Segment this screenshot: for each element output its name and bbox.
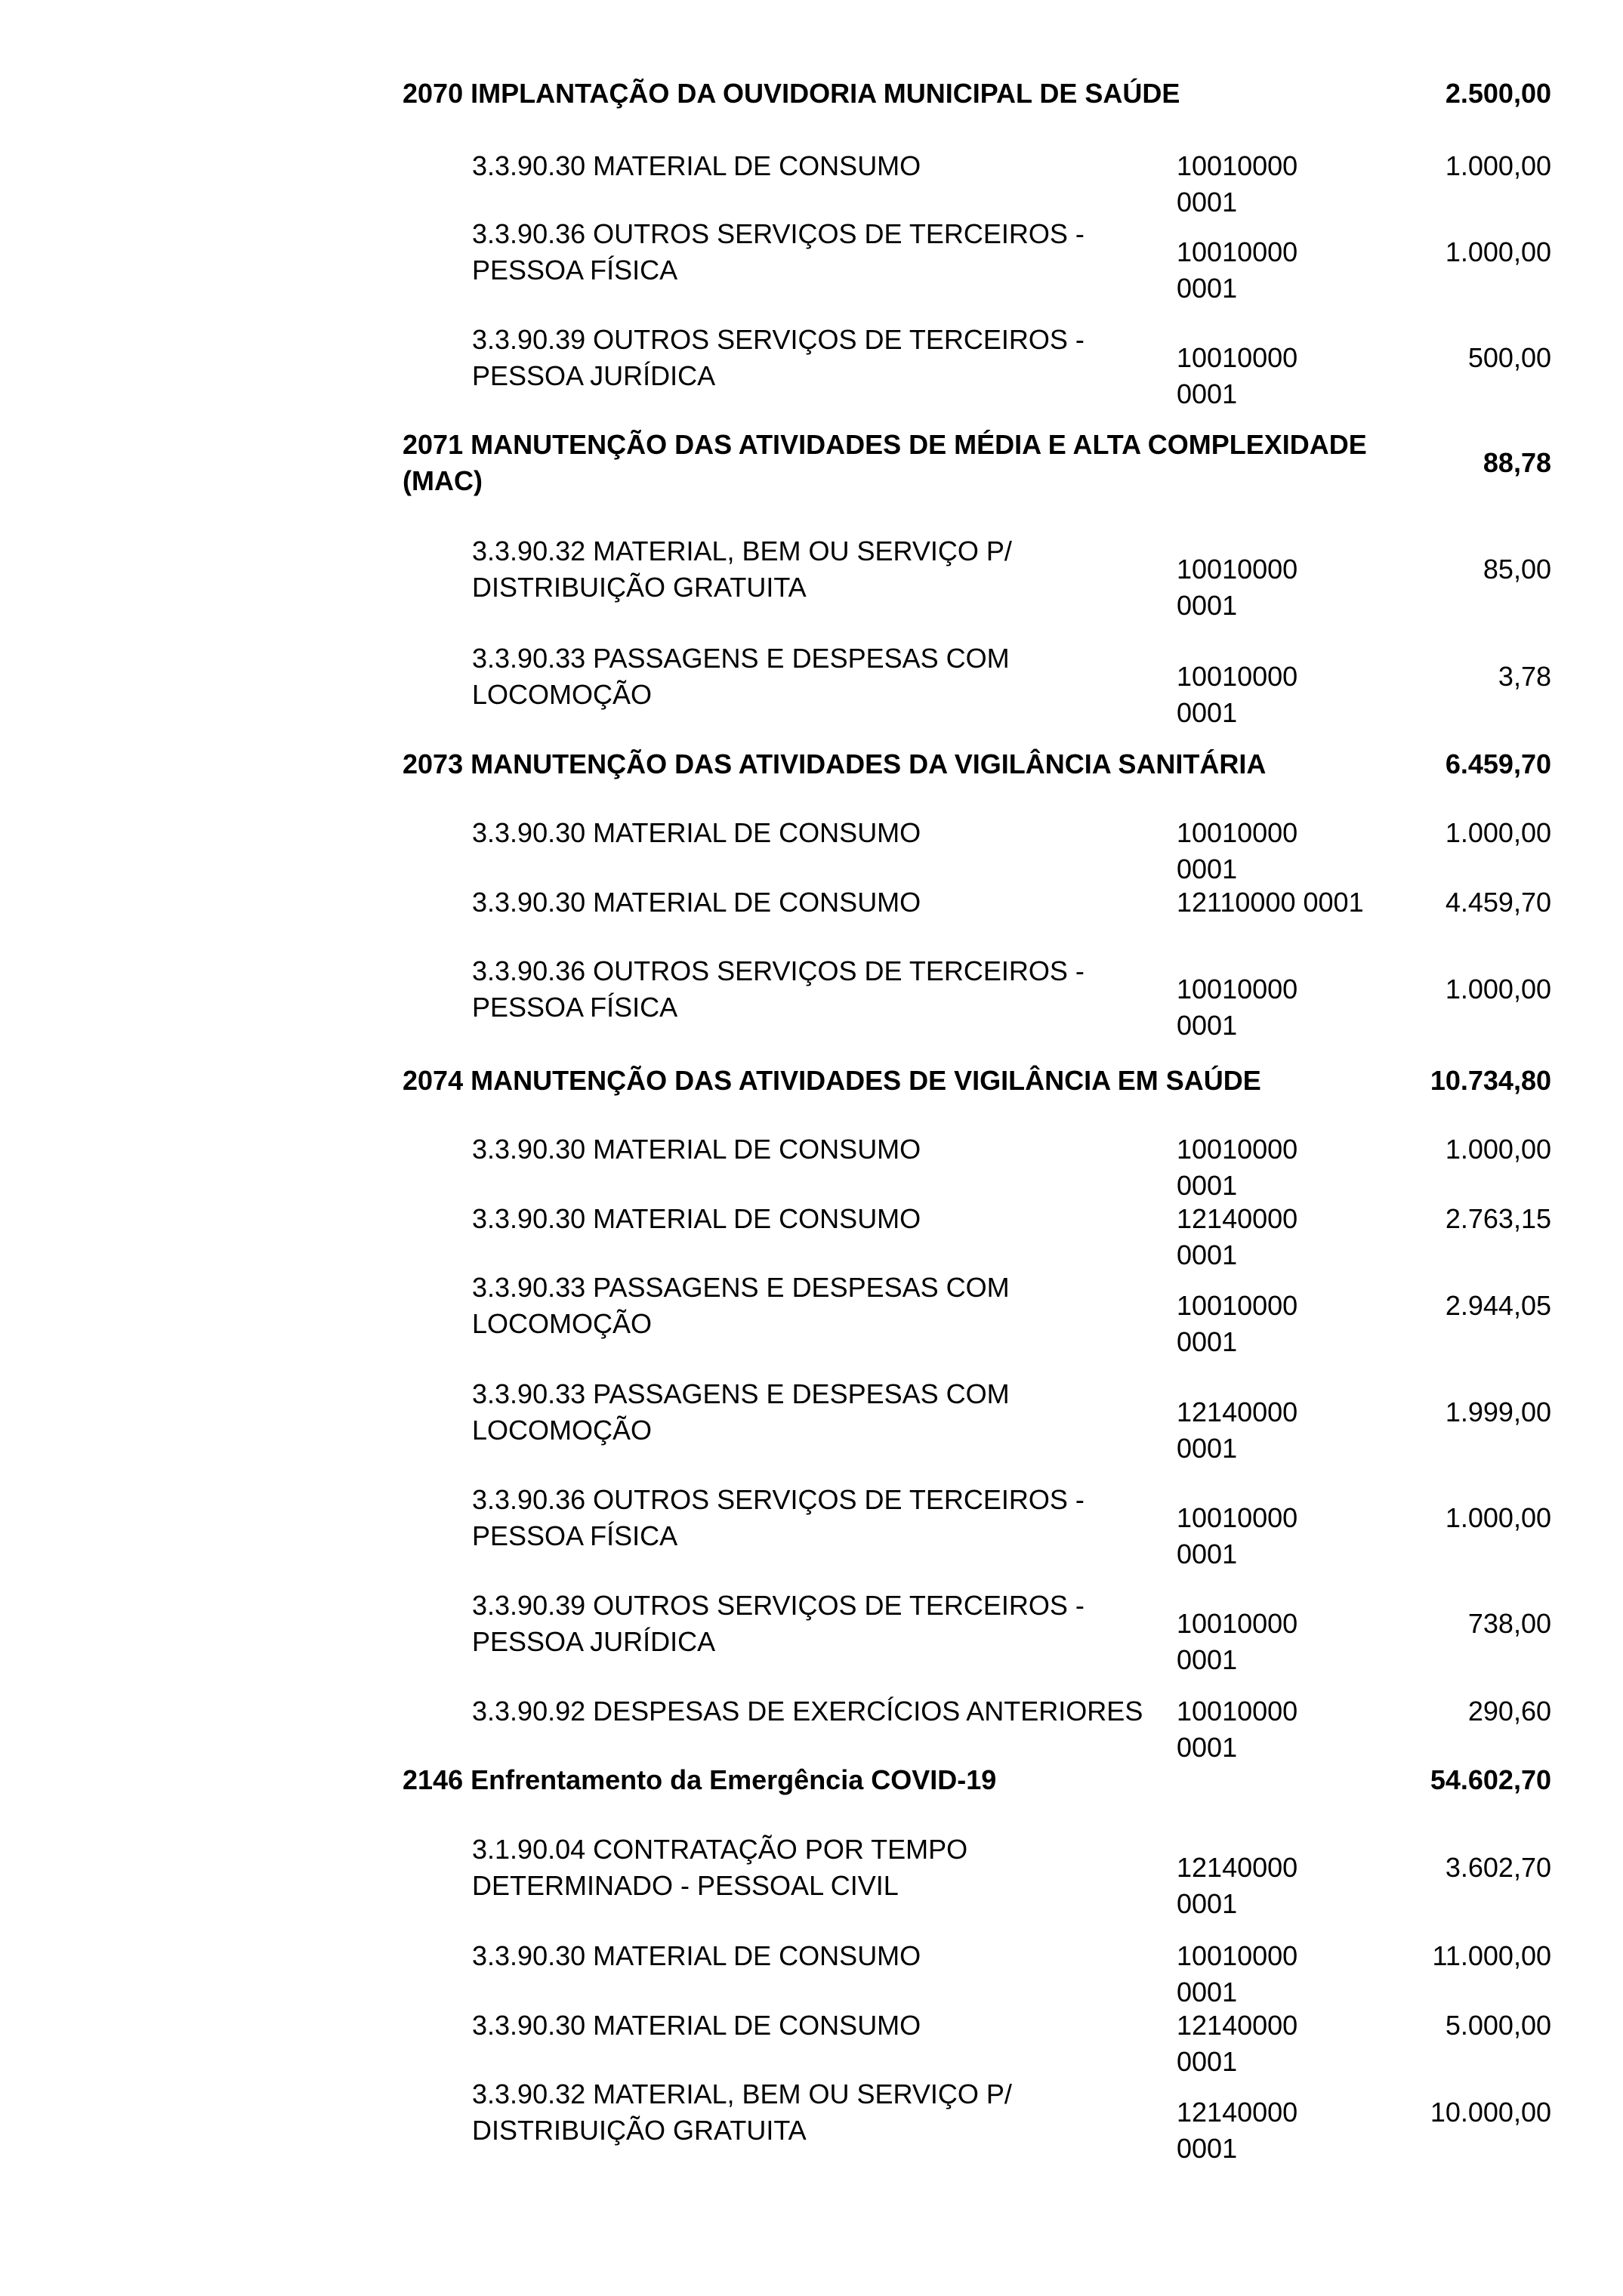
section-label: 2070 IMPLANTAÇÃO DA OUVIDORIA MUNICIPAL DE SAÚDE [403,78,1180,109]
item-source-code: 12140000 0001 [1177,1852,1298,1919]
item-amount: 1.000,00 [1445,236,1551,267]
item-amount: 3,78 [1498,661,1551,692]
item-source-code: 10010000 0001 [1177,1696,1298,1763]
item-source-code: 10010000 0001 [1177,974,1298,1041]
item-description: 3.3.90.39 OUTROS SERVIÇOS DE TERCEIROS - PESSOA JURÍDICA [472,1590,1085,1657]
item-source-code: 10010000 0001 [1177,1940,1298,2007]
item-amount: 738,00 [1467,1608,1551,1639]
item-amount: 500,00 [1467,342,1551,373]
item-description: 3.3.90.30 MATERIAL DE CONSUMO [472,887,921,918]
item-amount: 2.944,05 [1445,1290,1551,1321]
item-description: 3.3.90.30 MATERIAL DE CONSUMO [472,1203,921,1234]
item-source-code: 12140000 0001 [1177,2010,1298,2077]
item-amount: 1.999,00 [1445,1396,1551,1427]
item-source-code: 12140000 0001 [1177,2097,1298,2164]
item-source-code: 10010000 0001 [1177,1134,1298,1201]
section-amount: 54.602,70 [1430,1764,1551,1795]
item-amount: 11.000,00 [1432,1940,1551,1971]
item-description: 3.3.90.33 PASSAGENS E DESPESAS COM LOCOMOÇÃO [472,1378,1010,1446]
item-description: 3.3.90.30 MATERIAL DE CONSUMO [472,150,921,181]
item-amount: 1.000,00 [1445,817,1551,848]
item-source-code: 10010000 0001 [1177,817,1298,884]
item-description: 3.3.90.32 MATERIAL, BEM OU SERVIÇO P/ DISTRIBUIÇÃO GRATUITA [472,535,1012,603]
item-description: 3.3.90.33 PASSAGENS E DESPESAS COM LOCOMOÇÃO [472,643,1010,710]
item-amount: 1.000,00 [1445,150,1551,181]
section-amount: 88,78 [1483,447,1551,478]
item-source-code: 10010000 0001 [1177,661,1298,728]
item-description: 3.3.90.32 MATERIAL, BEM OU SERVIÇO P/ DISTRIBUIÇÃO GRATUITA [472,2078,1012,2146]
item-source-code: 12140000 0001 [1177,1203,1298,1270]
item-source-code: 10010000 0001 [1177,150,1298,218]
item-description: 3.3.90.36 OUTROS SERVIÇOS DE TERCEIROS - PESSOA FÍSICA [472,955,1085,1023]
item-description: 3.3.90.33 PASSAGENS E DESPESAS COM LOCOMOÇÃO [472,1272,1010,1339]
item-description: 3.3.90.39 OUTROS SERVIÇOS DE TERCEIROS - PESSOA JURÍDICA [472,324,1085,391]
item-source-code: 12110000 0001 [1177,887,1364,918]
item-source-code: 10010000 0001 [1177,236,1298,304]
item-description: 3.3.90.30 MATERIAL DE CONSUMO [472,1940,921,1971]
item-source-code: 10010000 0001 [1177,554,1298,621]
item-amount: 4.459,70 [1445,887,1551,918]
item-source-code: 10010000 0001 [1177,1608,1298,1675]
section-label: 2071 MANUTENÇÃO DAS ATIVIDADES DE MÉDIA E ALTA COMPLEXIDADE (MAC) [403,429,1367,496]
section-amount: 2.500,00 [1445,78,1551,109]
item-amount: 290,60 [1467,1696,1551,1727]
item-description: 3.3.90.92 DESPESAS DE EXERCÍCIOS ANTERIORES [472,1696,1143,1727]
section-amount: 6.459,70 [1445,748,1551,779]
item-amount: 3.602,70 [1445,1852,1551,1883]
section-label: 2074 MANUTENÇÃO DAS ATIVIDADES DE VIGILÂNCIA EM SAÚDE [403,1065,1261,1096]
section-amount: 10.734,80 [1430,1065,1551,1096]
item-amount: 1.000,00 [1445,974,1551,1004]
item-amount: 85,00 [1483,554,1551,585]
item-amount: 1.000,00 [1445,1134,1551,1165]
item-amount: 5.000,00 [1445,2010,1551,2041]
item-description: 3.3.90.30 MATERIAL DE CONSUMO [472,2010,921,2041]
item-source-code: 12140000 0001 [1177,1396,1298,1464]
item-description: 3.3.90.30 MATERIAL DE CONSUMO [472,1134,921,1165]
item-description: 3.3.90.36 OUTROS SERVIÇOS DE TERCEIROS - PESSOA FÍSICA [472,1484,1085,1551]
item-source-code: 10010000 0001 [1177,342,1298,409]
item-source-code: 10010000 0001 [1177,1502,1298,1569]
section-label: 2073 MANUTENÇÃO DAS ATIVIDADES DA VIGILÂNCIA SANITÁRIA [403,748,1267,779]
item-description: 3.1.90.04 CONTRATAÇÃO POR TEMPO DETERMINADO - PESSOAL CIVIL [472,1834,968,1901]
item-description: 3.3.90.30 MATERIAL DE CONSUMO [472,817,921,848]
item-source-code: 10010000 0001 [1177,1290,1298,1357]
section-label: 2146 Enfrentamento da Emergência COVID-19 [403,1764,997,1795]
item-amount: 10.000,00 [1430,2097,1551,2128]
item-description: 3.3.90.36 OUTROS SERVIÇOS DE TERCEIROS - PESSOA FÍSICA [472,218,1085,285]
item-amount: 1.000,00 [1445,1502,1551,1533]
item-amount: 2.763,15 [1445,1203,1551,1234]
